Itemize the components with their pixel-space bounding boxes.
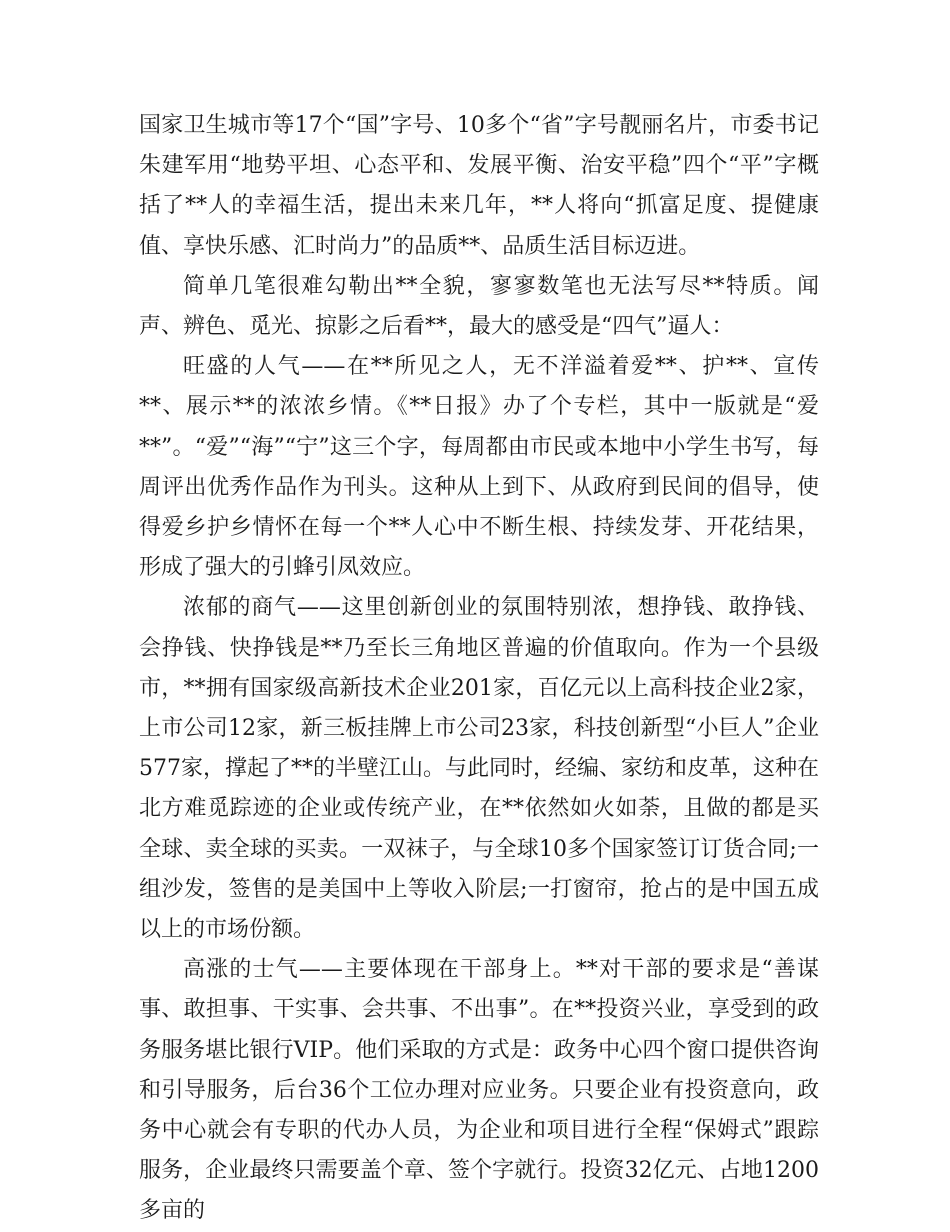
document-body: [139, 106, 819, 1232]
paragraph-continued: 国家卫生城市等17个“国”字号、10多个“省”字号靓丽名片，市委书记朱建军用“地势平坦、心态平和、发展平衡、治安平稳”四个“平”字概括了**人的幸福生活，提出未来几年，**人将向“抓富足度、提健康值、享快乐感、汇时尚力”的品质**、品质生活目标迈进。: [139, 113, 819, 259]
paragraph: 旺盛的人气——在**所见之人，无不洋溢着爱**、护**、宣传**、展示**的浓浓乡情。《**日报》办了个专栏，其中一版就是“爱**”。“爱”“海”“宁”这三个字，每周都由市民或本地中小学生书写，每周评出优秀作品作为刊头。这种从上到下、从政府到民间的倡导，使得爱乡护乡情怀在每一个**人心中不断生根、持续发芽、开花结果，形成了强大的引蜂引凤效应。: [139, 354, 819, 581]
paragraph: 浓郁的商气——这里创新创业的氛围特别浓，想挣钱、敢挣钱、会挣钱、快挣钱是**乃至长三角地区普遍的价值取向。作为一个县级市，**拥有国家级高新技术企业201家，百亿元以上高科技企业2家，上市公司12家，新三板挂牌上市公司23家，科技创新型“小巨人”企业577家，撑起了**的半壁江山。与此同时，经编、家纺和皮革，这种在北方难觅踪迹的企业或传统产业，在**依然如火如荼，且做的都是买全球、卖全球的买卖。一双袜子，与全球10多个国家签订订货合同;一组沙发，签售的是美国中上等收入阶层;一打窗帘，抢占的是中国五成以上的市场份额。: [139, 595, 819, 943]
paragraph: 简单几笔很难勾勒出**全貌，寥寥数笔也无法写尽**特质。闻声、辨色、觅光、掠影之后看**，最大的感受是“四气”逼人：: [139, 273, 819, 340]
paragraph: 高涨的士气——主要体现在干部身上。**对干部的要求是“善谋事、敢担事、干实事、会共事、不出事”。在**投资兴业，享受到的政务服务堪比银行VIP。他们采取的方式是：政务中心四个窗口提供咨询和引导服务，后台36个工位办理对应业务。只要企业有投资意向，政务中心就会有专职的代办人员，为企业和项目进行全程“保姆式”跟踪服务，企业最终只需要盖个章、签个字就行。投资32亿元、占地1200多亩的: [139, 957, 819, 1224]
